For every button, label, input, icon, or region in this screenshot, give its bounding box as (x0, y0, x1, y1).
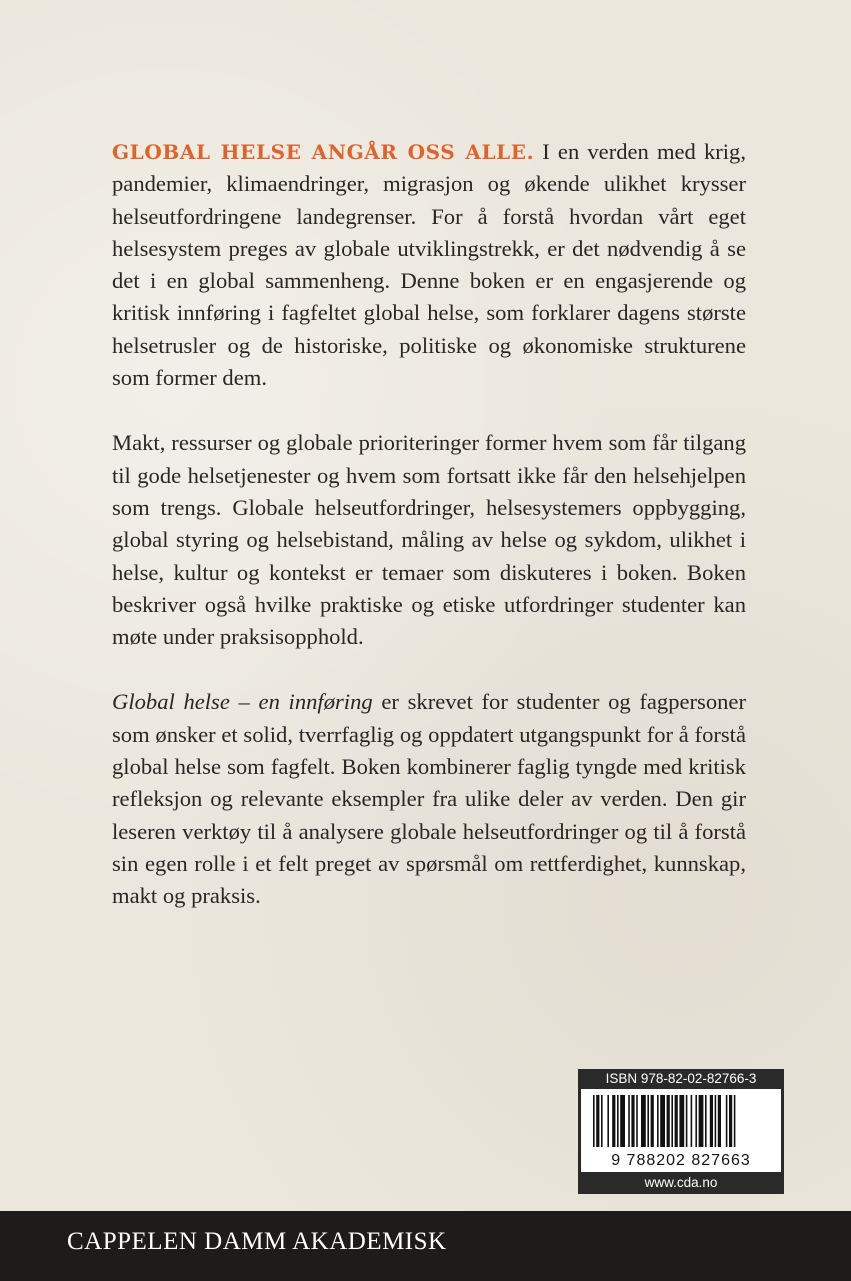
barcode-bar (726, 1095, 728, 1147)
intro-body: I en verden med krig, pandemier, klimaendringer, migrasjon og økende ulikhet krysser helseutfordringene landegrenser. For å forstå hvordan vårt eget helsesystem preges av globale utviklingstrekk, er det nødvendig å se det i en global sammenheng. Denne boken er en engasjerende og kritisk innføring i fagfeltet global helse, som forklarer dagens største helsetrusler og de historiske, politiske og økonomiske strukturene som former dem. (112, 139, 747, 391)
barcode-bar (671, 1095, 673, 1147)
barcode-bar (636, 1095, 638, 1147)
barcode-bar (695, 1095, 697, 1147)
isbn-label: ISBN 978-82-02-82766-3 (605, 1071, 757, 1086)
paragraph-intro (112, 136, 746, 394)
barcode-bar (647, 1095, 649, 1147)
paragraph-audience (112, 686, 746, 912)
barcode-bar (612, 1095, 615, 1147)
website-link: www.cda.no (644, 1175, 718, 1190)
barcode (581, 1089, 781, 1172)
barcode-bar (607, 1095, 609, 1147)
barcode-bar (660, 1095, 665, 1147)
barcode-bars (581, 1089, 781, 1153)
publisher-name: CAPPELEN DAMM AKADEMISK (67, 1228, 447, 1255)
barcode-bar (657, 1095, 659, 1147)
barcode-bar (718, 1095, 721, 1147)
paragraph-themes: Makt, ressurser og globale prioriteringer former hvem som får tilgang til gode helsetjenester og hvem som fortsatt ikke får den helsehjelpen som trengs. Globale helseutfordringer, helsesystemers oppbygging, global styring og helsebistand, måling av helse og sykdom, ulikhet i helse, kultur og kontekst er temaer som diskuteres i boken. Boken beskriver også hvilke praktiske og etiske utfordringer studenter kan møte under praksisopphold. (112, 430, 746, 650)
barcode-bar (699, 1095, 704, 1147)
barcode-bar (651, 1095, 654, 1147)
barcode-bar (620, 1095, 625, 1147)
barcode-bar (705, 1095, 707, 1147)
barcode-bar (601, 1095, 603, 1147)
barcode-bar (710, 1095, 713, 1147)
barcode-bar (596, 1095, 599, 1147)
barcode-bar (617, 1095, 619, 1147)
barcode-bar (641, 1095, 646, 1147)
barcode-bar (691, 1095, 693, 1147)
lead-heading: GLOBAL HELSE ANGÅR OSS ALLE. (112, 140, 535, 164)
barcode-bar (667, 1095, 670, 1147)
barcode-bar (675, 1095, 678, 1147)
barcode-bar (593, 1095, 595, 1147)
book-title-italic: Global helse – en innføring (112, 689, 373, 715)
isbn-box (578, 1069, 784, 1194)
barcode-bar (734, 1095, 736, 1147)
back-cover-text (112, 136, 746, 946)
barcode-bar (686, 1095, 688, 1147)
barcode-bar (631, 1095, 634, 1147)
barcode-bar (628, 1095, 630, 1147)
barcode-bar (679, 1095, 684, 1147)
barcode-bar (729, 1095, 732, 1147)
barcode-bar (715, 1095, 717, 1147)
audience-body: er skrevet for studenter og fagpersoner som ønsker et solid, tverrfaglig og oppdatert utgangspunkt for å forstå global helse som fagfelt. Boken kombinerer faglig tyngde med kritisk refleksjon og relevante eksempler fra ulike deler av verden. Den gir leseren verktøy til å analysere globale helseutfordringer og til å forstå sin egen rolle i et felt preget av spørsmål om rettferdighet, kunnskap, makt og praksis. (112, 689, 746, 909)
barcode-digits: 9 788202 827663 (611, 1152, 751, 1169)
